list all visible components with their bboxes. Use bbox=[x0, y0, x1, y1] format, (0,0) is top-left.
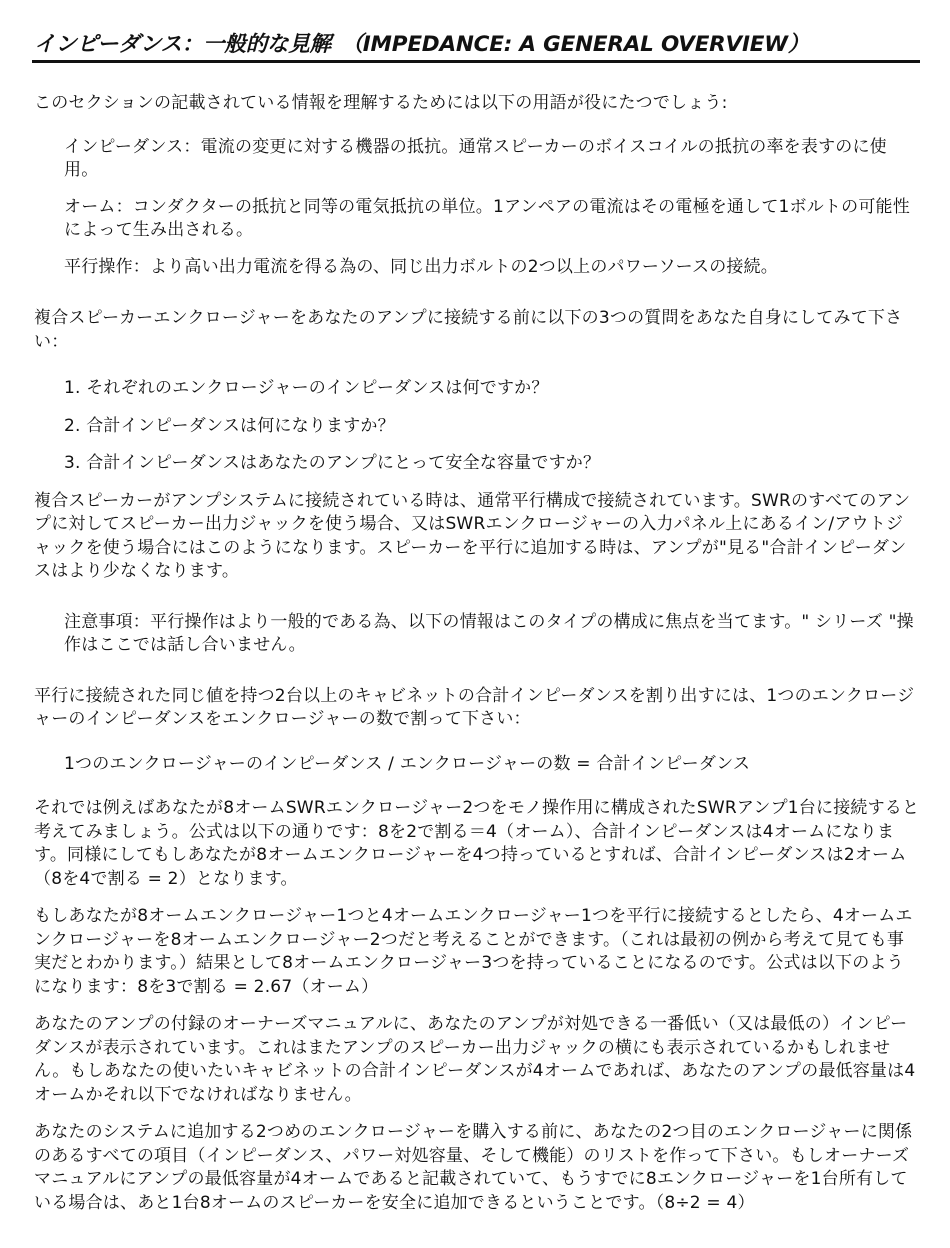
example-paragraph-2: もしあなたが8オームエンクロージャー1つと4オームエンクロージャー1つを平行に接続するとしたら、4オームエンクロージャーを8オームエンクロージャー2つだと考えることができます。（これは最初の例から考えて見ても事実だとわかります。）結果として8オームエンクロージャー3つを持っていることになるのです。公式は以下のようになります：8を3で割る = 2.67（オーム） bbox=[34, 906, 913, 997]
second-enclosure-paragraph: あなたのシステムに追加する2つめのエンクロージャーを購入する前に、あなたの2つ目のエンクロージャーに関係のあるすべての項目（インピーダンス、パワー対処容量、そして機能）のリストを作って下さい。もしオーナーズマニュアルにアンプの最低容量が4オームであると記載されていて、もうすでに8エンクロージャーを1台所有している場合は、あと1台8オームのスピーカーを安全に追加できるということです。（8÷2 = 4） bbox=[34, 1122, 913, 1213]
example-paragraph-1: それでは例えばあなたが8オームSWRエンクロージャー2つをモノ操作用に構成されたSWRアンプ1台に接続すると考えてみましょう。公式は以下の通りです：8を2で割る＝4（オーム）、合計インピーダンスは4オームになります。同様にしてもしあなたが8オームエンクロージャーを4つ持っているとすれば、合計インピーダンスは2オーム（8を4で割る = 2）となります。 bbox=[34, 798, 920, 889]
questions-intro: 複合スピーカーエンクロージャーをあなたのアンプに接続する前に以下の3つの質問をあなた自身にしてみて下さい： bbox=[34, 308, 903, 352]
formula-intro-paragraph: 平行に接続された同じ値を持つ2台以上のキャビネットの合計インピーダンスを割り出すには、1つのエンクロージャーのインピーダンスをエンクロージャーの数で割って下さい： bbox=[34, 685, 915, 729]
question-1: 1. それぞれのエンクロージャーのインピーダンスは何ですか？ bbox=[64, 378, 549, 398]
title-rule bbox=[32, 60, 920, 63]
manual-paragraph: あなたのアンプの付録のオーナーズマニュアルに、あなたのアンプが対処できる一番低い（又は最低の）インピーダンスが表示されています。これはまたアンプのスピーカー出力ジャックの横にも表示されているかもしれません。もしあなたの使いたいキャビネットの合計インピーダンスが4オームであれば、あなたのアンプの最低容量は4オームかそれ以下でなければなりません。 bbox=[34, 1014, 916, 1105]
glossary-ohm: オーム：コンダクターの抵抗と同等の電気抵抗の単位。1アンペアの電流はその電極を通して1ボルトの可能性によって生み出される。 bbox=[64, 196, 910, 240]
glossary-impedance: インピーダンス：電流の変更に対する機器の抵抗。通常スピーカーのボイスコイルの抵抗の率を表すのに使用。 bbox=[64, 136, 887, 180]
question-2: 2. 合計インピーダンスは何になりますか？ bbox=[64, 415, 395, 436]
intro-paragraph: このセクションの記載されている情報を理解するためには以下の用語が役にたつでしょう: bbox=[34, 93, 728, 113]
note-paragraph: 注意事項：平行操作はより一般的である為、以下の情報はこのタイプの構成に焦点を当てます。" シリーズ "操作はここでは話し合いません。 bbox=[64, 611, 914, 655]
parallel-paragraph: 複合スピーカーがアンプシステムに接続されている時は、通常平行構成で接続されています。SWRのすべてのアンプに対してスピーカー出力ジャックを使う場合、又はSWRエンクロージャーの入力パネル上にあるイン/アウトジャックを使う場合にはこのようになります。スピーカーを平行に追加する時は、アンプが"見る"合計インピーダンスはより少なくなります。 bbox=[34, 490, 911, 581]
formula-line: 1つのエンクロージャーのインピーダンス / エンクロージャーの数 = 合計インピーダンス bbox=[64, 753, 751, 774]
glossary-parallel: 平行操作：より高い出力電流を得る為の、同じ出力ボルトの2つ以上のパワーソースの接続。 bbox=[64, 256, 779, 277]
page-title: インピーダンス：一般的な見解 （IMPEDANCE: A GENERAL OVERVIEW） bbox=[34, 32, 810, 57]
question-3: 3. 合計インピーダンスはあなたのアンプにとって安全な容量ですか？ bbox=[64, 453, 601, 473]
